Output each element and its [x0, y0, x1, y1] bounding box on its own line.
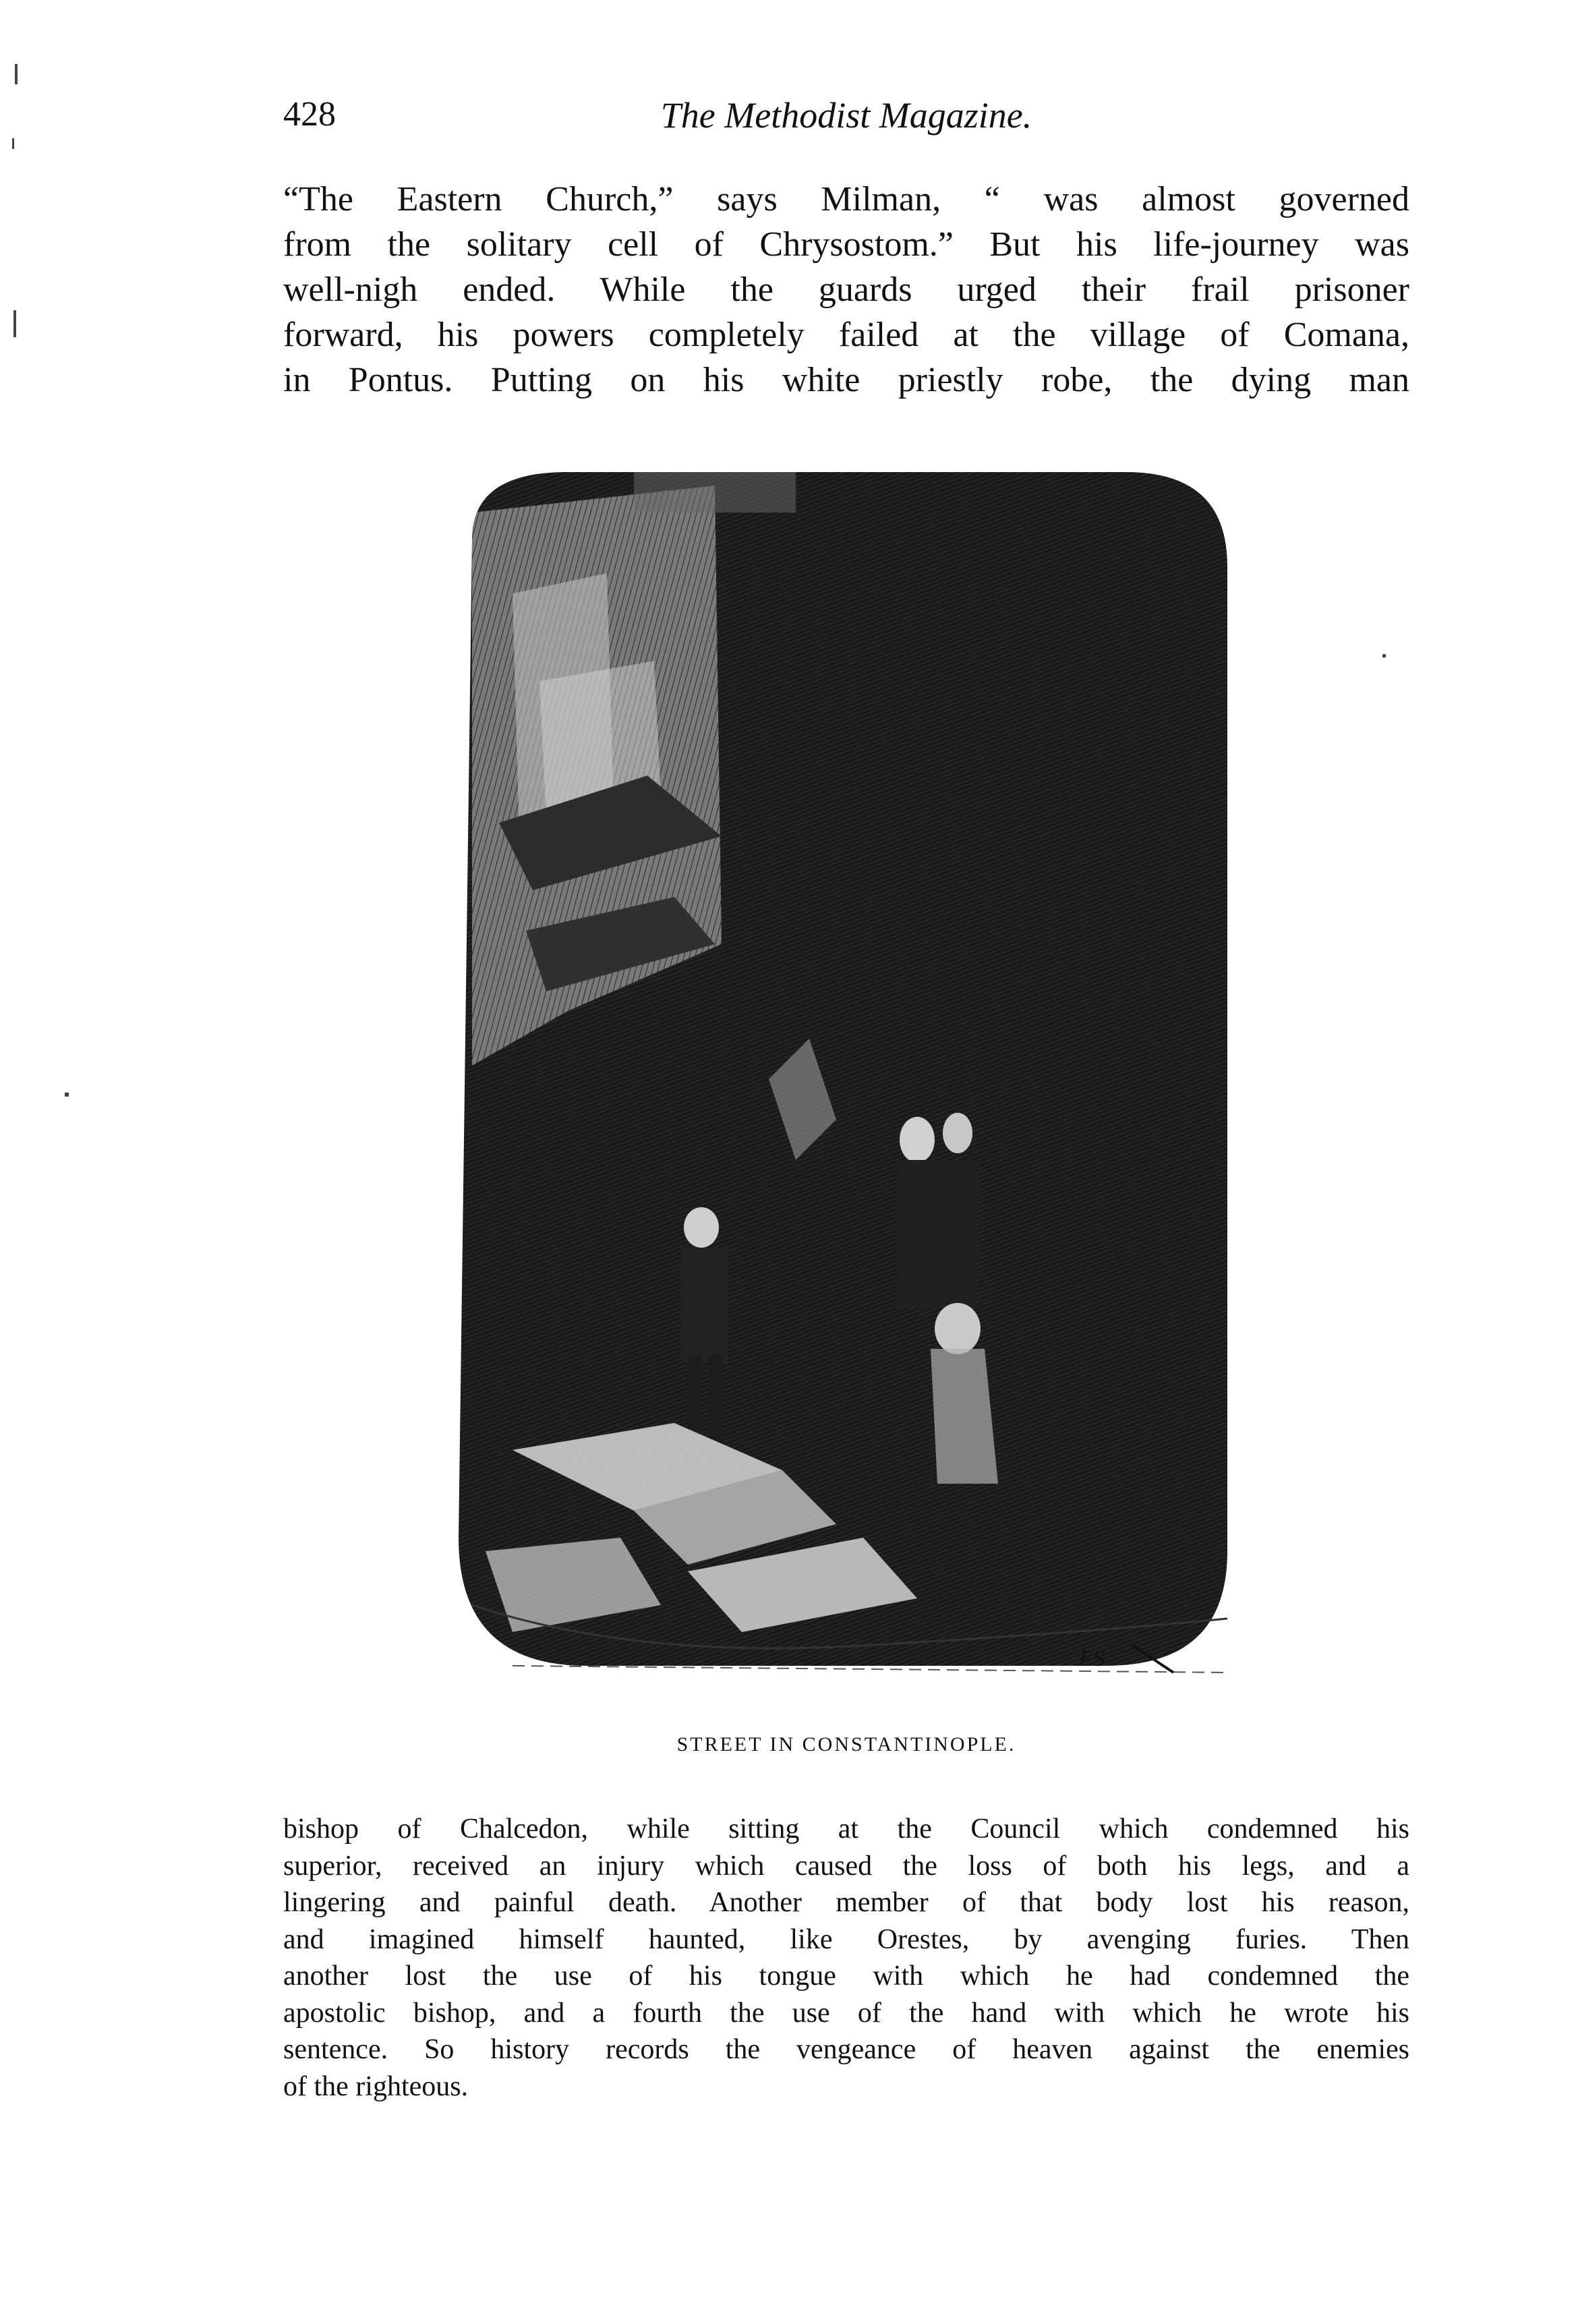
text-line: and imagined himself haunted, like Orestes, by avenging furies. Then [283, 1923, 1409, 1955]
text-line: in Pontus. Putting on his white priestly robe, the dying man [283, 361, 1409, 399]
street-engraving [432, 459, 1261, 1693]
scan-speck [65, 1093, 69, 1097]
svg-text:ES: ES [1079, 1646, 1105, 1671]
text-line: “The Eastern Church,” says Milman, “ was almost governed [283, 180, 1409, 219]
scan-speck [13, 310, 16, 337]
scan-speck [15, 64, 18, 84]
top-paragraph [283, 177, 1409, 403]
page-number: 428 [283, 95, 336, 134]
running-header [283, 94, 1409, 155]
bottom-paragraph [283, 1811, 1409, 2105]
illustration-caption: STREET IN CONSTANTINOPLE. [676, 1733, 1016, 1755]
text-line: superior, received an injury which caused the loss of both his legs, and a [283, 1850, 1409, 1882]
scan-speck [1382, 654, 1386, 658]
text-line: forward, his powers completely failed at the village of Comana, [283, 316, 1409, 354]
text-line: apostolic bishop, and a fourth the use of the hand with which he wrote his [283, 1997, 1409, 2029]
text-line: from the solitary cell of Chrysostom.” But his life-journey was [283, 225, 1409, 264]
text-line: another lost the use of his tongue with which he had condemned the [283, 1960, 1409, 1992]
text-line: well-nigh ended. While the guards urged their frail prisoner [283, 270, 1409, 309]
running-title: The Methodist Magazine. [660, 95, 1032, 136]
text-line: sentence. So history records the vengeance of heaven against the enemies [283, 2034, 1409, 2065]
text-line: lingering and painful death. Another member of that body lost his reason, [283, 1887, 1409, 1918]
text-line: of the righteous. [283, 2070, 469, 2102]
engraver-signature [1078, 1646, 1105, 1671]
scan-speck [12, 138, 14, 149]
text-line: bishop of Chalcedon, while sitting at the Council which condemned his [283, 1813, 1409, 1844]
